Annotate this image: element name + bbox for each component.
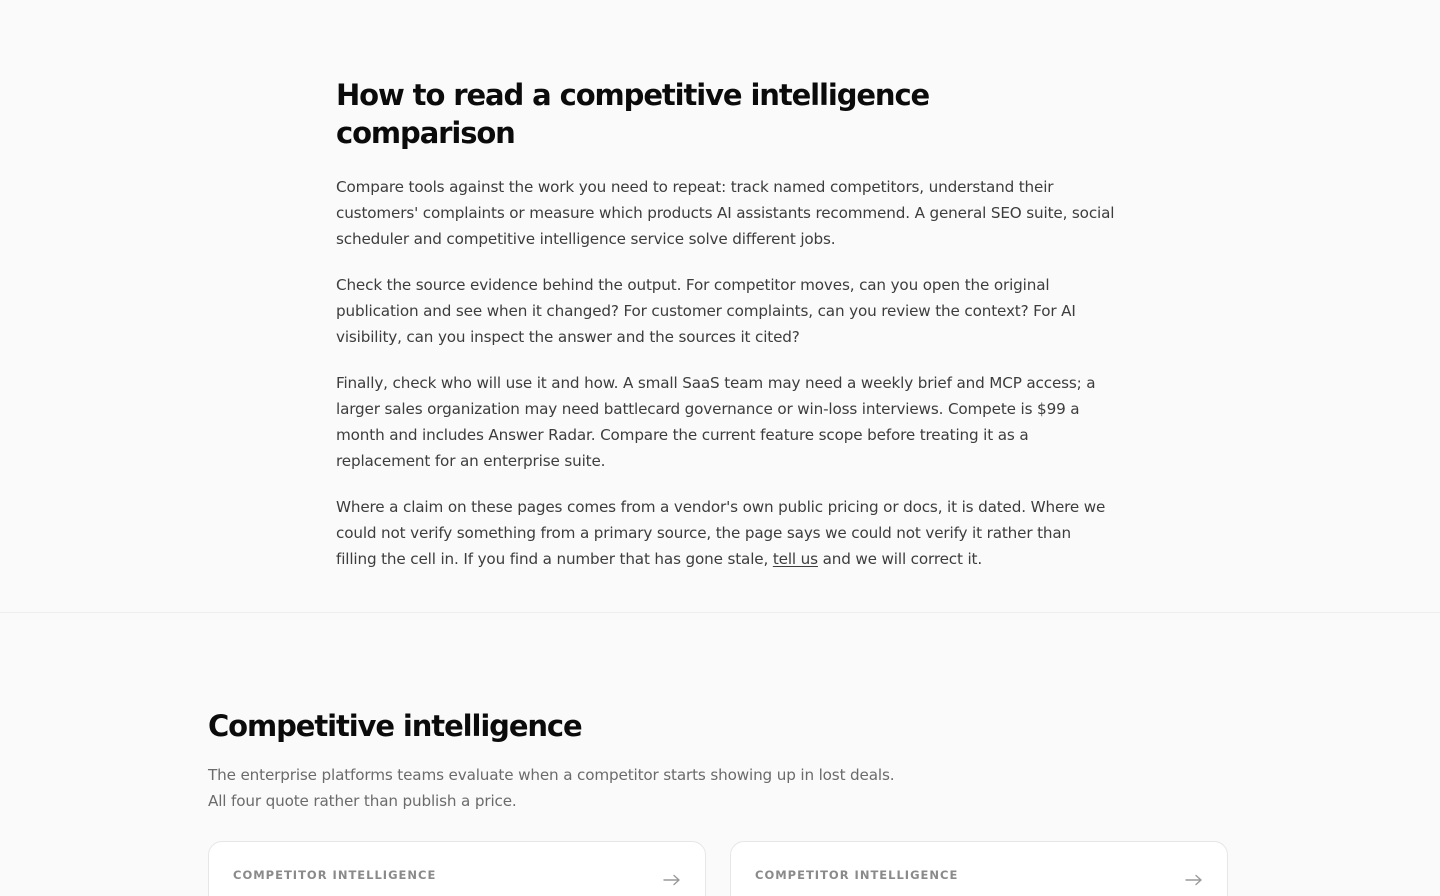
section-intro-line: The enterprise platforms teams evaluate when a competitor starts showing up in lost deals.: [208, 766, 895, 784]
card-category: COMPETITOR INTELLIGENCE: [755, 868, 959, 882]
guide-title: How to read a competitive intelligence comparison: [336, 78, 930, 150]
competitor-cards: [208, 841, 1232, 896]
section-title: Competitive intelligence: [208, 709, 582, 743]
competitor-card[interactable]: [730, 841, 1228, 896]
arrow-right-icon: [663, 874, 681, 886]
guide-paragraph-text: Where a claim on these pages comes from a vendor's own public pricing or docs, it is dated. Where we could not verify something from a primary source, the page says we could not verify it rather than filling the cell in. If you find a number that has gone stale,: [336, 498, 1106, 568]
guide-paragraph: Finally, check who will use it and how. A small SaaS team may need a weekly brief and MCP access; a larger sales organization may need battlecard governance or win-loss interviews. Compete is $99 a month and includes Answer Radar. Compare the current feature scope before treating it as a replacement for an enterprise suite.: [336, 374, 1096, 470]
guide-paragraph-text: and we will correct it.: [817, 550, 983, 568]
arrow-right-icon: [1185, 874, 1203, 886]
guide-paragraph: Compare tools against the work you need to repeat: track named competitors, understand their customers' complaints or measure which products AI assistants recommend. A general SEO suite, social scheduler and competitive intelligence service solve different jobs.: [336, 178, 1115, 248]
section-intro: [208, 762, 1232, 814]
section-intro-line: All four quote rather than publish a price.: [208, 792, 517, 810]
competitor-card[interactable]: [208, 841, 706, 896]
competitive-intelligence-section: [208, 706, 1232, 814]
guide-paragraph: Check the source evidence behind the output. For competitor moves, can you open the original publication and see when it changed? For customer complaints, can you review the context? For AI visibility, can you inspect the answer and the sources it cited?: [336, 276, 1076, 346]
guide-paragraph-last: [336, 494, 1116, 572]
comparison-guide-section: [336, 76, 1116, 592]
tell-us-link[interactable]: tell us: [772, 550, 818, 568]
card-category: COMPETITOR INTELLIGENCE: [233, 868, 437, 882]
section-divider: [0, 612, 1440, 613]
